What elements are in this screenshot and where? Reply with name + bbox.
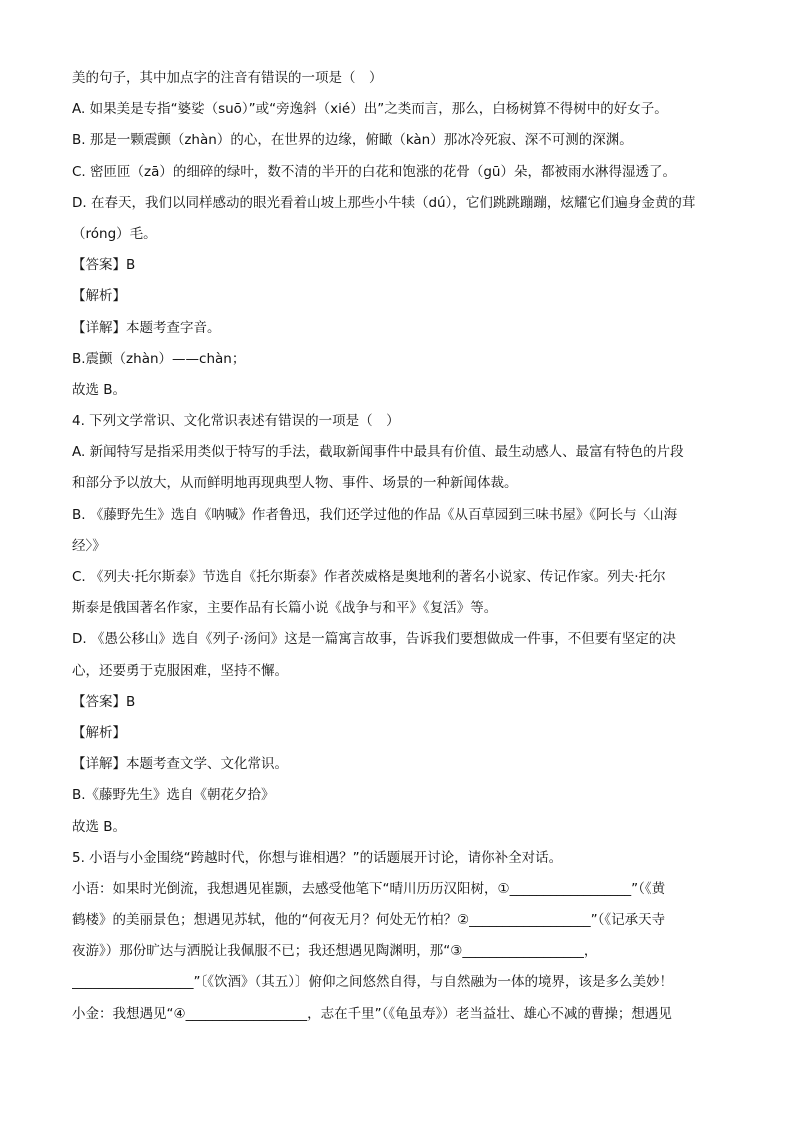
question-4-detail: 【详解】本题考查文学、文化常识。	[72, 756, 288, 773]
question-3-detail-b: B.震颤（zhàn）——chàn；	[72, 350, 246, 367]
question-4-option-c: C. 《列夫·托尔斯泰》节选自《托尔斯泰》作者茨威格是奥地利的著名小说家、传记作家。列夫·托尔	[72, 569, 666, 585]
question-5-dialogue-line-1: 小语：如果时光倒流，我想遇见崔颢，去感受他笔下“晴川历历汉阳树，①__________________”（《黄	[72, 880, 666, 897]
question-5-dialogue-line-2: 鹤楼》的美丽景色；想遇见苏轼，他的“何夜无月？何处无竹柏？②__________________”（《记承天寺	[72, 912, 666, 929]
question-3-conclusion: 故选 B。	[72, 381, 127, 398]
question-3-stem-continuation: 美的句子，其中加点字的注音有错误的一项是（ ）	[72, 70, 383, 86]
question-3-analysis-label: 【解析】	[72, 288, 126, 305]
question-3-answer: 【答案】B	[72, 257, 136, 274]
document-body	[72, 63, 724, 1030]
question-3-option-c: C. 密匝匝（zā）的细碎的绿叶，数不清的半开的白花和饱涨的花骨（gū）朵，都被雨水淋得湿透了。	[72, 163, 676, 180]
question-4-option-d-continued: 心，还要勇于克服困难，坚持不懈。	[72, 662, 288, 679]
question-4-option-b: B. 《藤野先生》选自《呐喊》作者鲁迅，我们还学过他的作品《从百草园到三味书屋》《阿长与〈山海	[72, 506, 678, 523]
question-3-option-a: A. 如果美是专指“婆娑（suō）”或“旁逸斜（xié）出”之类而言，那么，白杨树算不得树中的好女子。	[72, 101, 668, 118]
question-4-conclusion: 故选 B。	[72, 818, 127, 835]
question-5-dialogue-line-3: 夜游》）那份旷达与洒脱让我佩服不已；我还想遇见陶渊明，那“③__________________，	[72, 943, 598, 960]
question-4-option-a-continued: 和部分予以放大，从而鲜明地再现典型人物、事件、场景的一种新闻体裁。	[72, 475, 518, 492]
question-4-option-a: A. 新闻特写是指采用类似于特写的手法，截取新闻事件中最具有价值、最生动感人、最富有特色的片段	[72, 444, 684, 461]
question-3-detail: 【详解】本题考查字音。	[72, 319, 221, 336]
question-3-option-b: B. 那是一颗震颤（zhàn）的心，在世界的边缘，俯瞰（kàn）那冰冷死寂、深不可测的深渊。	[72, 132, 633, 149]
question-5-dialogue-line-4: __________________”〔《饮酒》（其五）〕俯仰之间悠然自得，与自然融为一体的境界，该是多么美妙！	[72, 974, 673, 991]
question-4-stem: 4. 下列文学常识、文化常识表述有错误的一项是（ ）	[72, 413, 400, 430]
question-4-answer: 【答案】B	[72, 693, 136, 710]
question-4-option-d: D. 《愚公移山》选自《列子·汤问》这是一篇寓言故事，告诉我们要想做成一件事，不但要有坚定的决	[72, 631, 676, 648]
question-3-option-d: D. 在春天，我们以同样感动的眼光看着山坡上那些小牛犊（dú），它们跳跳蹦蹦，炫耀它们遍身金黄的茸	[72, 194, 696, 211]
question-4-option-c-continued: 斯泰是俄国著名作家，主要作品有长篇小说《战争与和平》《复活》等。	[72, 600, 498, 617]
question-4-detail-b: B.《藤野先生》选自《朝花夕拾》	[72, 787, 275, 804]
question-4-analysis-label: 【解析】	[72, 724, 126, 741]
question-4-option-b-continued: 经〉》	[72, 537, 106, 554]
question-5-dialogue-line-5: 小金：我想遇见“④__________________，志在千里”（《龟虽寿》）老当益壮、雄心不减的曹操；想遇见	[72, 1005, 672, 1022]
question-5-stem: 5. 小语与小金围绕“跨越时代，你想与谁相遇？”的话题展开讨论，请你补全对话。	[72, 849, 563, 866]
question-3-option-d-continued: （róng）毛。	[72, 225, 157, 242]
